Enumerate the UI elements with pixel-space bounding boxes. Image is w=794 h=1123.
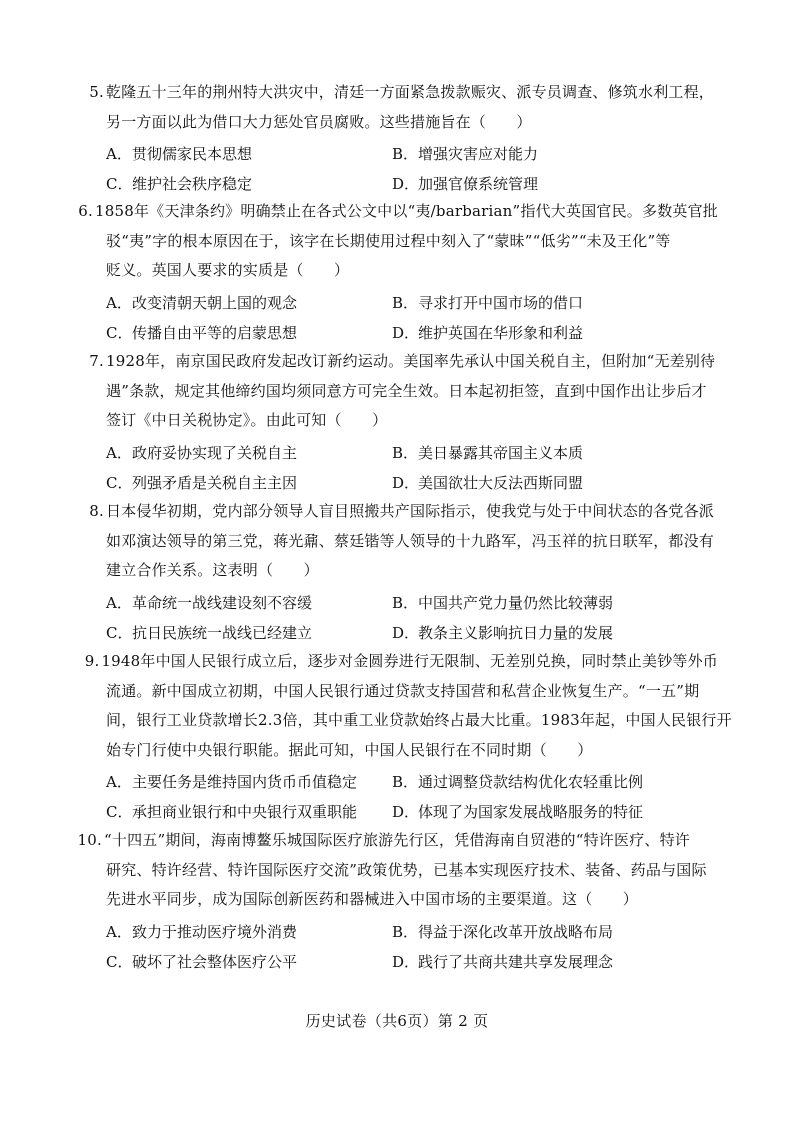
option-letter: A． bbox=[106, 443, 132, 462]
option-letter: C． bbox=[106, 175, 133, 194]
question-text-line: 签订《中日关税协定》。由此可知（ ） bbox=[106, 411, 388, 430]
option-letter: C． bbox=[106, 623, 133, 642]
question-text-line: 1948年中国人民银行成立后，逐步对金圆券进行无限制、无差别兑换，同时禁止美钞等外币 bbox=[101, 652, 718, 670]
option-text: 践行了共商共建共享发展理念 bbox=[418, 952, 614, 971]
option-text: 教条主义影响抗日力量的发展 bbox=[418, 623, 614, 642]
option-letter: D． bbox=[392, 323, 420, 342]
page-footer: 历史试卷（共6页）第 2 页 bbox=[305, 1012, 489, 1030]
option-c[interactable] bbox=[78, 169, 392, 199]
option-letter: D． bbox=[392, 175, 420, 194]
option-a[interactable] bbox=[78, 588, 392, 618]
options bbox=[78, 288, 718, 348]
option-a[interactable] bbox=[78, 767, 392, 797]
option-letter: D． bbox=[392, 623, 420, 642]
option-b[interactable] bbox=[392, 288, 692, 318]
option-a[interactable] bbox=[78, 917, 392, 947]
option-d[interactable] bbox=[392, 618, 692, 648]
question-number: 10. bbox=[77, 831, 102, 849]
option-letter: D． bbox=[392, 473, 420, 492]
question-text-line: “十四五”期间，海南博鳌乐城国际医疗旅游先行区，凭借海南自贸港的“特许医疗、特许 bbox=[104, 831, 691, 849]
option-text: 通过调整贷款结构优化农轻重比例 bbox=[418, 773, 644, 792]
question-text-line: 驳“夷”字的根本原因在于，该字在长期使用过程中刻入了“蒙昧”“低劣”“未及王化”等 bbox=[106, 231, 671, 250]
option-letter: B． bbox=[392, 922, 419, 941]
question-text-line: 乾隆五十三年的荆州特大洪灾中，清廷一方面紧急拨款赈灾、派专员调查、修筑水利工程， bbox=[106, 83, 715, 101]
option-letter: B． bbox=[392, 443, 419, 462]
question-7 bbox=[78, 347, 718, 498]
option-b[interactable] bbox=[392, 767, 692, 797]
option-text: 维护英国在华形象和利益 bbox=[418, 323, 584, 342]
option-c[interactable] bbox=[78, 468, 392, 498]
question-10 bbox=[78, 826, 718, 977]
question-text-line: 流通。新中国成立初期，中国人民银行通过贷款支持国营和私营企业恢复生产。“一五”期 bbox=[106, 681, 700, 700]
option-b[interactable] bbox=[392, 139, 692, 169]
option-d[interactable] bbox=[392, 318, 692, 348]
option-text: 美日暴露其帝国主义本质 bbox=[418, 443, 584, 462]
option-letter: D． bbox=[392, 952, 420, 971]
question-text-line: 建立合作关系。这表明（ ） bbox=[106, 561, 319, 580]
option-text: 破坏了社会整体医疗公平 bbox=[132, 952, 298, 971]
option-letter: A． bbox=[106, 922, 132, 941]
option-c[interactable] bbox=[78, 618, 392, 648]
option-text: 寻求打开中国市场的借口 bbox=[418, 293, 584, 312]
question-text-line: 如邓演达领导的第三党，蒋光鼐、蔡廷锴等人领导的十九路军，冯玉祥的抗日联军，都没有 bbox=[106, 531, 715, 550]
option-letter: B． bbox=[392, 145, 419, 164]
options bbox=[78, 139, 718, 199]
question-number: 8. bbox=[89, 502, 104, 520]
option-letter: A． bbox=[106, 593, 132, 612]
option-text: 抗日民族统一战线已经建立 bbox=[132, 623, 313, 642]
option-letter: A． bbox=[106, 293, 132, 312]
option-a[interactable] bbox=[78, 438, 392, 468]
question-number: 6. bbox=[78, 202, 93, 220]
option-letter: B． bbox=[392, 293, 419, 312]
option-text: 得益于深化改革开放战略布局 bbox=[418, 922, 614, 941]
option-a[interactable] bbox=[78, 288, 392, 318]
option-letter: D． bbox=[392, 803, 420, 822]
option-text: 传播自由平等的启蒙思想 bbox=[132, 323, 298, 342]
option-c[interactable] bbox=[78, 318, 392, 348]
option-b[interactable] bbox=[392, 588, 692, 618]
option-b[interactable] bbox=[392, 917, 692, 947]
option-text: 列强矛盾是关税自主主因 bbox=[132, 473, 298, 492]
option-text: 美国欲壮大反法西斯同盟 bbox=[418, 473, 584, 492]
option-d[interactable] bbox=[392, 947, 692, 977]
option-c[interactable] bbox=[78, 947, 392, 977]
question-text-line: 始专门行使中央银行职能。据此可知，中国人民银行在不同时期（ ） bbox=[106, 740, 593, 759]
question-text-line: 间，银行工业贷款增长2.3倍，其中重工业贷款始终占最大比重。1983年起，中国人民银行开 bbox=[106, 711, 732, 730]
question-number: 5. bbox=[89, 83, 104, 101]
option-letter: C． bbox=[106, 803, 133, 822]
option-letter: A． bbox=[106, 773, 132, 792]
question-text-line: 日本侵华初期，党内部分领导人盲目照搬共产国际指示，使我党与处于中间状态的各党各派 bbox=[106, 502, 715, 520]
option-d[interactable] bbox=[392, 468, 692, 498]
options bbox=[78, 438, 718, 498]
option-a[interactable] bbox=[78, 139, 392, 169]
question-text-line: 先进水平同步，成为国际创新医药和器械进入中国市场的主要渠道。这（ ） bbox=[106, 890, 639, 909]
question-text-line: 遇”条款，规定其他缔约国均须同意方可完全生效。日本起初拒签，直到中国作出让步后才 bbox=[106, 381, 707, 400]
question-6 bbox=[78, 197, 718, 348]
question-number: 7. bbox=[89, 352, 104, 370]
options bbox=[78, 767, 718, 827]
option-letter: C． bbox=[106, 473, 133, 492]
option-text: 致力于推动医疗境外消费 bbox=[132, 922, 298, 941]
option-c[interactable] bbox=[78, 797, 392, 827]
question-number: 9. bbox=[84, 652, 100, 670]
option-letter: B． bbox=[392, 593, 419, 612]
option-letter: C． bbox=[106, 952, 133, 971]
option-letter: A． bbox=[106, 145, 132, 164]
option-text: 主要任务是维持国内货币币值稳定 bbox=[132, 773, 358, 792]
option-text: 中国共产党力量仍然比较薄弱 bbox=[418, 593, 614, 612]
question-text-line: 1928年，南京国民政府发起改订新约运动。美国率先承认中国关税自主，但附加“无差别待 bbox=[106, 352, 716, 370]
option-letter: B． bbox=[392, 773, 419, 792]
question-text-line: 贬义。英国人要求的实质是（ ） bbox=[106, 261, 350, 280]
question-5 bbox=[78, 78, 718, 199]
options bbox=[78, 917, 718, 977]
option-text: 贯彻儒家民本思想 bbox=[132, 145, 253, 164]
option-text: 政府妥协实现了关税自主 bbox=[132, 443, 298, 462]
option-text: 革命统一战线建设刻不容缓 bbox=[132, 593, 313, 612]
options bbox=[78, 588, 718, 648]
question-text-line: 1858年《天津条约》明确禁止在各式公文中以“夷/barbarian”指代大英国官民。多数英官批 bbox=[95, 202, 718, 220]
option-d[interactable] bbox=[392, 169, 692, 199]
question-9 bbox=[78, 647, 732, 827]
option-text: 改变清朝天朝上国的观念 bbox=[132, 293, 298, 312]
option-text: 加强官僚系统管理 bbox=[418, 175, 539, 194]
option-text: 增强灾害应对能力 bbox=[418, 145, 539, 164]
question-text-line: 另一方面以此为借口大力惩处官员腐败。这些措施旨在（ ） bbox=[106, 112, 532, 131]
option-text: 体现了为国家发展战略服务的特征 bbox=[418, 803, 644, 822]
option-text: 承担商业银行和中央银行双重职能 bbox=[132, 803, 358, 822]
question-8 bbox=[78, 497, 718, 648]
option-text: 维护社会秩序稳定 bbox=[132, 175, 253, 194]
question-text-line: 研究、特许经营、特许国际医疗交流”政策优势，已基本实现医疗技术、装备、药品与国际 bbox=[106, 860, 707, 879]
option-b[interactable] bbox=[392, 438, 692, 468]
option-d[interactable] bbox=[392, 797, 692, 827]
option-letter: C． bbox=[106, 323, 133, 342]
